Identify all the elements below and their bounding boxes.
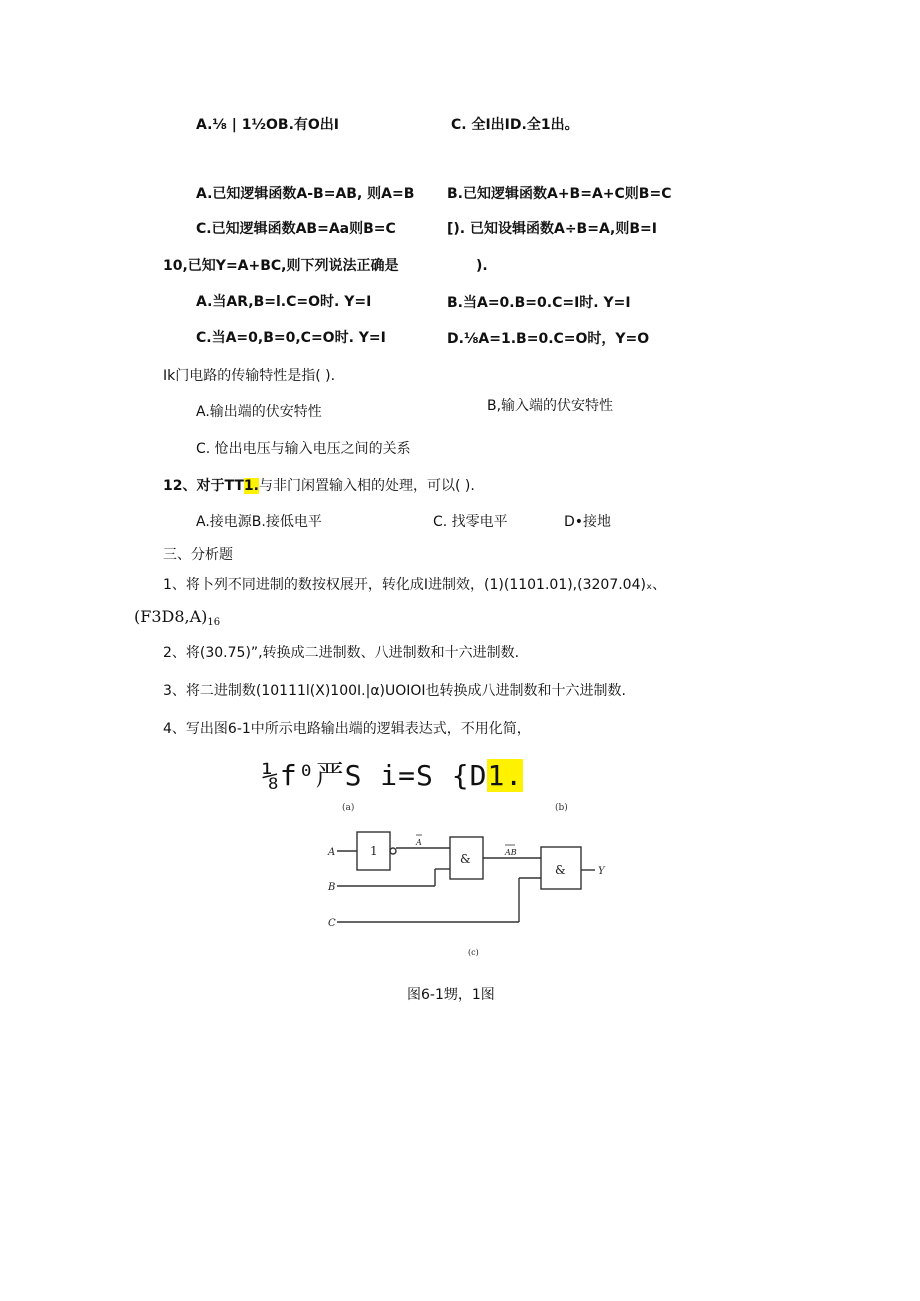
q12-stem-suffix: 与非门闲置输入相的处理，可以( ). (258, 478, 475, 494)
q12-stem-highlight: 1. (243, 478, 259, 494)
analysis-question-1: 1、将卜列不同进制的数按权展开，转化成I进制效，(1)(1101.01),(3207.04)ₓ、 (163, 577, 667, 593)
q9-option-c: C.已知逻辑函数AB=Aa则B=C (196, 221, 396, 237)
q12-stem-prefix: 12、对于TT (163, 478, 244, 494)
q10-stem: 10,已知Y=A+BC,则下列说法正确是 (163, 258, 399, 274)
label-wire-a: A (416, 838, 422, 847)
label-nand-2: & (555, 863, 566, 877)
label-input-c: C (328, 918, 336, 929)
hex-base: 16 (207, 617, 221, 628)
logic-circuit-diagram (325, 820, 625, 965)
q9-option-b: B.已知逻辑函数A+B=A+C则B=C (447, 186, 672, 202)
label-output-y: Y (598, 866, 605, 877)
q11-option-c: C. 怆出电压与输入电压之间的关系 (196, 441, 411, 457)
label-input-a: A (328, 847, 336, 858)
analysis-question-2: 2、将(30.75)”,转换成二进制数、八进制数和十六进制数. (163, 645, 520, 661)
q12-option-ab: A.接电源B.接低电平 (196, 514, 322, 530)
q11-option-a: A.输出端的伏安特性 (196, 404, 322, 420)
q10-option-c: C.当A=0,B=0,C=O时. Y=I (196, 330, 386, 346)
label-nand-1: & (460, 852, 471, 866)
q12-option-d: D•接地 (564, 514, 612, 530)
label-not-gate: 1 (370, 844, 378, 858)
q11-stem: Ik门电路的传输特性是指( ). (163, 368, 336, 384)
label-input-b: B (328, 882, 336, 893)
figure-label-b: (b) (555, 803, 568, 813)
q10-option-b: B.当A=0.B=0.C=I时. Y=I (447, 295, 631, 311)
hex-number: (F3D8,A) (134, 607, 208, 626)
analysis-question-1-cont (134, 609, 220, 628)
q8-option-c: C. 全I出ID.全1出。 (451, 117, 579, 133)
section-title: 三、分析题 (163, 547, 233, 563)
q9-option-a: A.已知逻辑函数A-B=AB, 则A=B (196, 186, 415, 202)
garbled-highlight: 1. (487, 759, 524, 792)
analysis-question-3: 3、将二进制数(10111l(X)100I.|α)UOIOI也转换成八进制数和十六进制数. (163, 683, 627, 699)
figure-label-c: (c) (468, 948, 479, 957)
q10-option-a: A.当AR,B=l.C=O时. Y=I (196, 294, 372, 310)
q8-option-a: A.⅛ | 1½OB.有O出I (196, 117, 340, 133)
q10-paren: ). (476, 258, 488, 274)
q12-option-c: C. 找零电平 (433, 514, 508, 530)
label-wire-ab: AB (505, 848, 517, 857)
q11-option-b: B,输入端的伏安特性 (487, 398, 614, 414)
figure-garbled-text (262, 759, 524, 792)
figure-label-a: (a) (342, 803, 355, 813)
figure-caption: 图6-1甥，1图 (407, 987, 495, 1003)
q10-option-d: D.⅛A=1.B=0.C=O时，Y=O (447, 331, 650, 347)
analysis-question-4: 4、写出图6-1中所示电路输出端的逻辑表达式，不用化简， (163, 721, 531, 737)
q12-stem (163, 479, 475, 493)
q9-option-d: [). 已知设辑函数A÷B=A,则B=I (447, 221, 657, 237)
not-gate-bubble (390, 848, 396, 854)
garbled-main: ⅛f⁰严S i=S {D (262, 759, 488, 792)
